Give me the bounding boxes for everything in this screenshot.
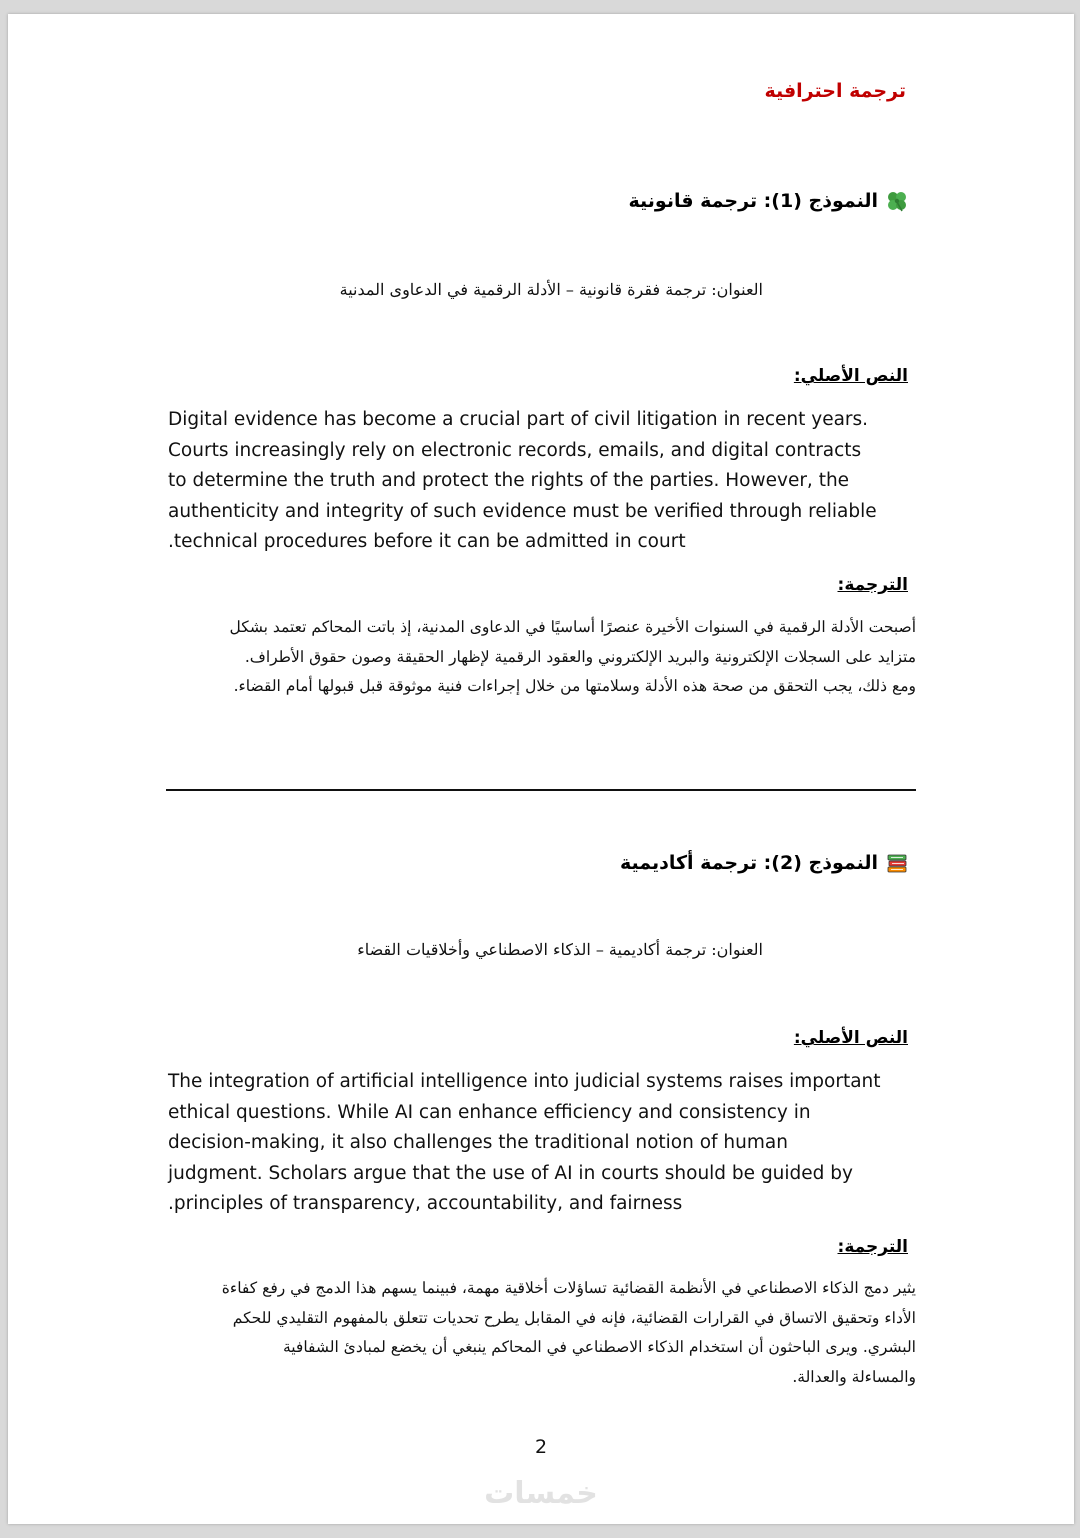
text-line: The integration of artificial intelligence into judicial systems raises important — [168, 1071, 881, 1092]
sample1-translation-label: الترجمة: — [837, 575, 908, 595]
text-line: to determine the truth and protect the rights of the parties. However, the — [168, 470, 850, 492]
text-line: authenticity and integrity of such evidence must be verified through reliable — [168, 500, 877, 522]
watermark-logo: خمسات — [484, 1476, 598, 1511]
sample2-original-text — [168, 1067, 880, 1220]
section-divider — [166, 789, 916, 791]
sample1-original-text — [168, 405, 880, 558]
text-line: Courts increasingly rely on electronic records, emails, and digital contracts — [168, 439, 862, 461]
text-line: .technical procedures before it can be admitted in court — [168, 531, 686, 553]
sample2-subtitle: العنوان: ترجمة أكاديمية – الذكاء الاصطناعي وأخلاقيات القضاء — [357, 940, 763, 959]
sample1-subtitle: العنوان: ترجمة فقرة قانونية – الأدلة الرقمية في الدعاوى المدنية — [339, 280, 763, 299]
sample1-original-label: النص الأصلي: — [793, 366, 908, 386]
document-page — [8, 14, 1074, 1524]
text-line: judgment. Scholars argue that the use of AI in courts should be guided by — [168, 1162, 853, 1184]
sample2-translation-text — [168, 1274, 916, 1392]
text-line: decision-making, it also challenges the traditional notion of human — [168, 1132, 788, 1154]
page-header-title: ترجمة احترافية — [764, 80, 906, 102]
sample1-heading — [629, 190, 908, 212]
clover-icon — [886, 190, 908, 212]
books-icon — [886, 852, 908, 874]
text-line: والمساءلة والعدالة. — [792, 1367, 916, 1386]
sample2-heading-text: النموذج (2): ترجمة أكاديمية — [619, 852, 878, 874]
page-number: 2 — [534, 1436, 548, 1458]
text-line: Digital evidence has become a crucial part of civil litigation in recent years. — [168, 409, 869, 430]
sample1-heading-text: النموذج (1): ترجمة قانونية — [628, 190, 878, 212]
sample1-translation-text — [168, 613, 916, 702]
text-line: البشري. ويرى الباحثون أن استخدام الذكاء الاصطناعي في المحاكم ينبغي أن يخضع لمبادئ الشفافية — [282, 1338, 916, 1356]
text-line: يثير دمج الذكاء الاصطناعي في الأنظمة القضائية تساؤلات أخلاقية مهمة، فبينما يسهم هذا الدمج في رفع كفاءة — [221, 1279, 916, 1297]
text-line: أصبحت الأدلة الرقمية في السنوات الأخيرة عنصرًا أساسيًا في الدعاوى المدنية، إذ باتت المحاكم تعتمد بشكل — [229, 618, 916, 636]
text-line: .principles of transparency, accountability, and fairness — [168, 1193, 683, 1215]
sample2-original-label: النص الأصلي: — [793, 1028, 908, 1048]
text-line: متزايد على السجلات الإلكترونية والبريد الإلكتروني والعقود الرقمية لإظهار الحقيقة وصون حقوق الأطراف. — [244, 647, 916, 666]
text-line: ومع ذلك، يجب التحقق من صحة هذه الأدلة وسلامتها من خلال إجراءات فنية موثوقة قبل قبولها أمام القضاء. — [233, 677, 916, 695]
text-line: الأداء وتحقيق الاتساق في القرارات القضائية، فإنه في المقابل يطرح تحديات تتعلق بالمفهوم التقليدي للحكم — [232, 1308, 916, 1327]
text-line: ethical questions. While AI can enhance efficiency and consistency in — [168, 1101, 811, 1123]
sample2-heading — [620, 852, 908, 874]
sample2-translation-label: الترجمة: — [837, 1237, 908, 1257]
